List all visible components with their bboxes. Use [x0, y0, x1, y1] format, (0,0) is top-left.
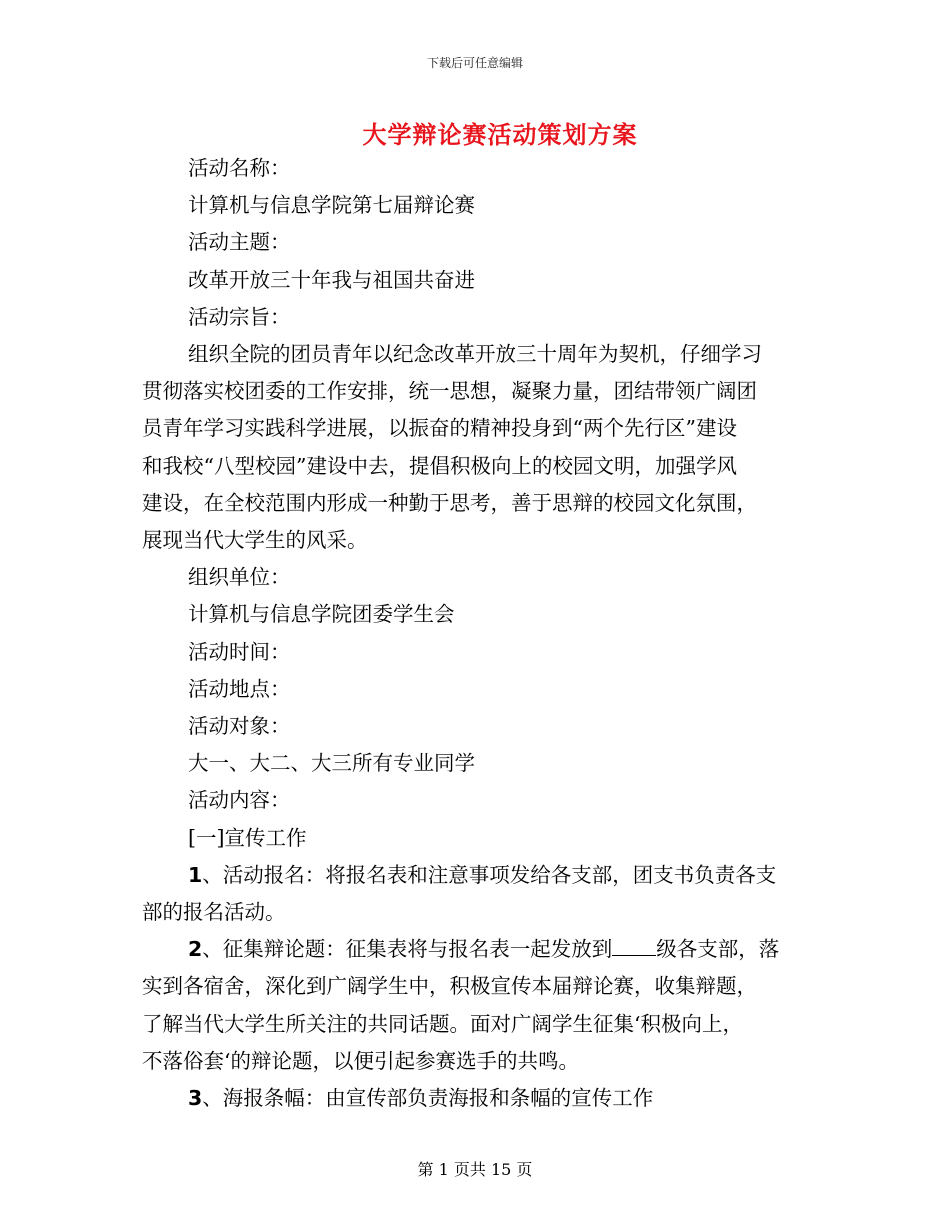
document-body [142, 150, 822, 1117]
line-activity-purpose-label: 活动宗旨： [188, 304, 291, 329]
item-number: 3 [188, 1086, 203, 1111]
line-content-label: 活动内容： [188, 788, 291, 813]
item-number: 2 [188, 937, 203, 962]
line-activity-name-label: 活动名称： [188, 156, 291, 180]
item-topic-collection-continued: 不落俗套‘的辩论题，以便引起参赛选手的共鸣。 [142, 1048, 580, 1073]
purpose-paragraph-line: 贯彻落实校团委的工作安排，统一思想，凝聚力量，团结带领广阔团 [142, 379, 757, 404]
item-text: 、海报条幅：由宣传部负责海报和条幅的宣传工作 [202, 1086, 654, 1111]
line-time-label: 活动时间： [188, 639, 291, 664]
line-location-label: 活动地点： [188, 676, 291, 701]
purpose-paragraph-line: 建设，在全校范围内形成一种勤于思考，善于思辩的校园文化氛围， [142, 490, 757, 515]
item-registration [142, 857, 822, 894]
line-activity-theme-label: 活动主题： [188, 230, 291, 255]
item-registration-continued: 部的报名活动。 [142, 900, 286, 925]
line-organizer-value: 计算机与信息学院团委学生会 [188, 602, 455, 627]
purpose-paragraph-line: 展现当代大学生的风采。 [142, 528, 368, 553]
fill-in-blank [612, 933, 656, 956]
line-activity-theme-value: 改革开放三十年我与祖国共奋进 [188, 267, 475, 292]
item-posters [142, 1080, 822, 1117]
item-text: 级各支部，落 [656, 937, 780, 962]
item-text: 、活动报名：将报名表和注意事项发给各支部，团支书负责各支 [202, 862, 777, 887]
item-topic-collection-continued: 实到各宿舍，深化到广阔学生中，积极宣传本届辩论赛，收集辩题， [142, 974, 757, 999]
page-number-footer: 第 1 页共 15 页 [417, 1160, 533, 1179]
item-number: 1 [188, 862, 203, 887]
purpose-paragraph-line: 和我校“八型校园”建设中去，提倡积极向上的校园文明，加强学风 [142, 453, 737, 478]
line-organizer-label: 组织单位： [188, 565, 291, 590]
item-topic-collection [142, 931, 822, 968]
item-text: 、征集辩论题：征集表将与报名表一起发放到 [202, 937, 613, 962]
line-audience-value: 大一、大二、大三所有专业同学 [188, 751, 475, 776]
section-heading-publicity: [一]宣传工作 [188, 825, 307, 850]
purpose-paragraph-line: 组织全院的团员青年以纪念改革开放三十周年为契机，仔细学习 [188, 342, 762, 367]
line-audience-label: 活动对象： [188, 714, 291, 739]
purpose-paragraph-line: 员青年学习实践科学进展，以振奋的精神投身到“两个先行区”建设 [142, 416, 737, 441]
header-note: 下载后可任意编辑 [426, 56, 523, 70]
line-activity-name-value: 计算机与信息学院第七届辩论赛 [188, 193, 475, 218]
item-topic-collection-continued: 了解当代大学生所关注的共同话题。面对广阔学生征集‘积极向上， [142, 1011, 744, 1036]
document-title: 大学辩论赛活动策划方案 [362, 120, 638, 149]
